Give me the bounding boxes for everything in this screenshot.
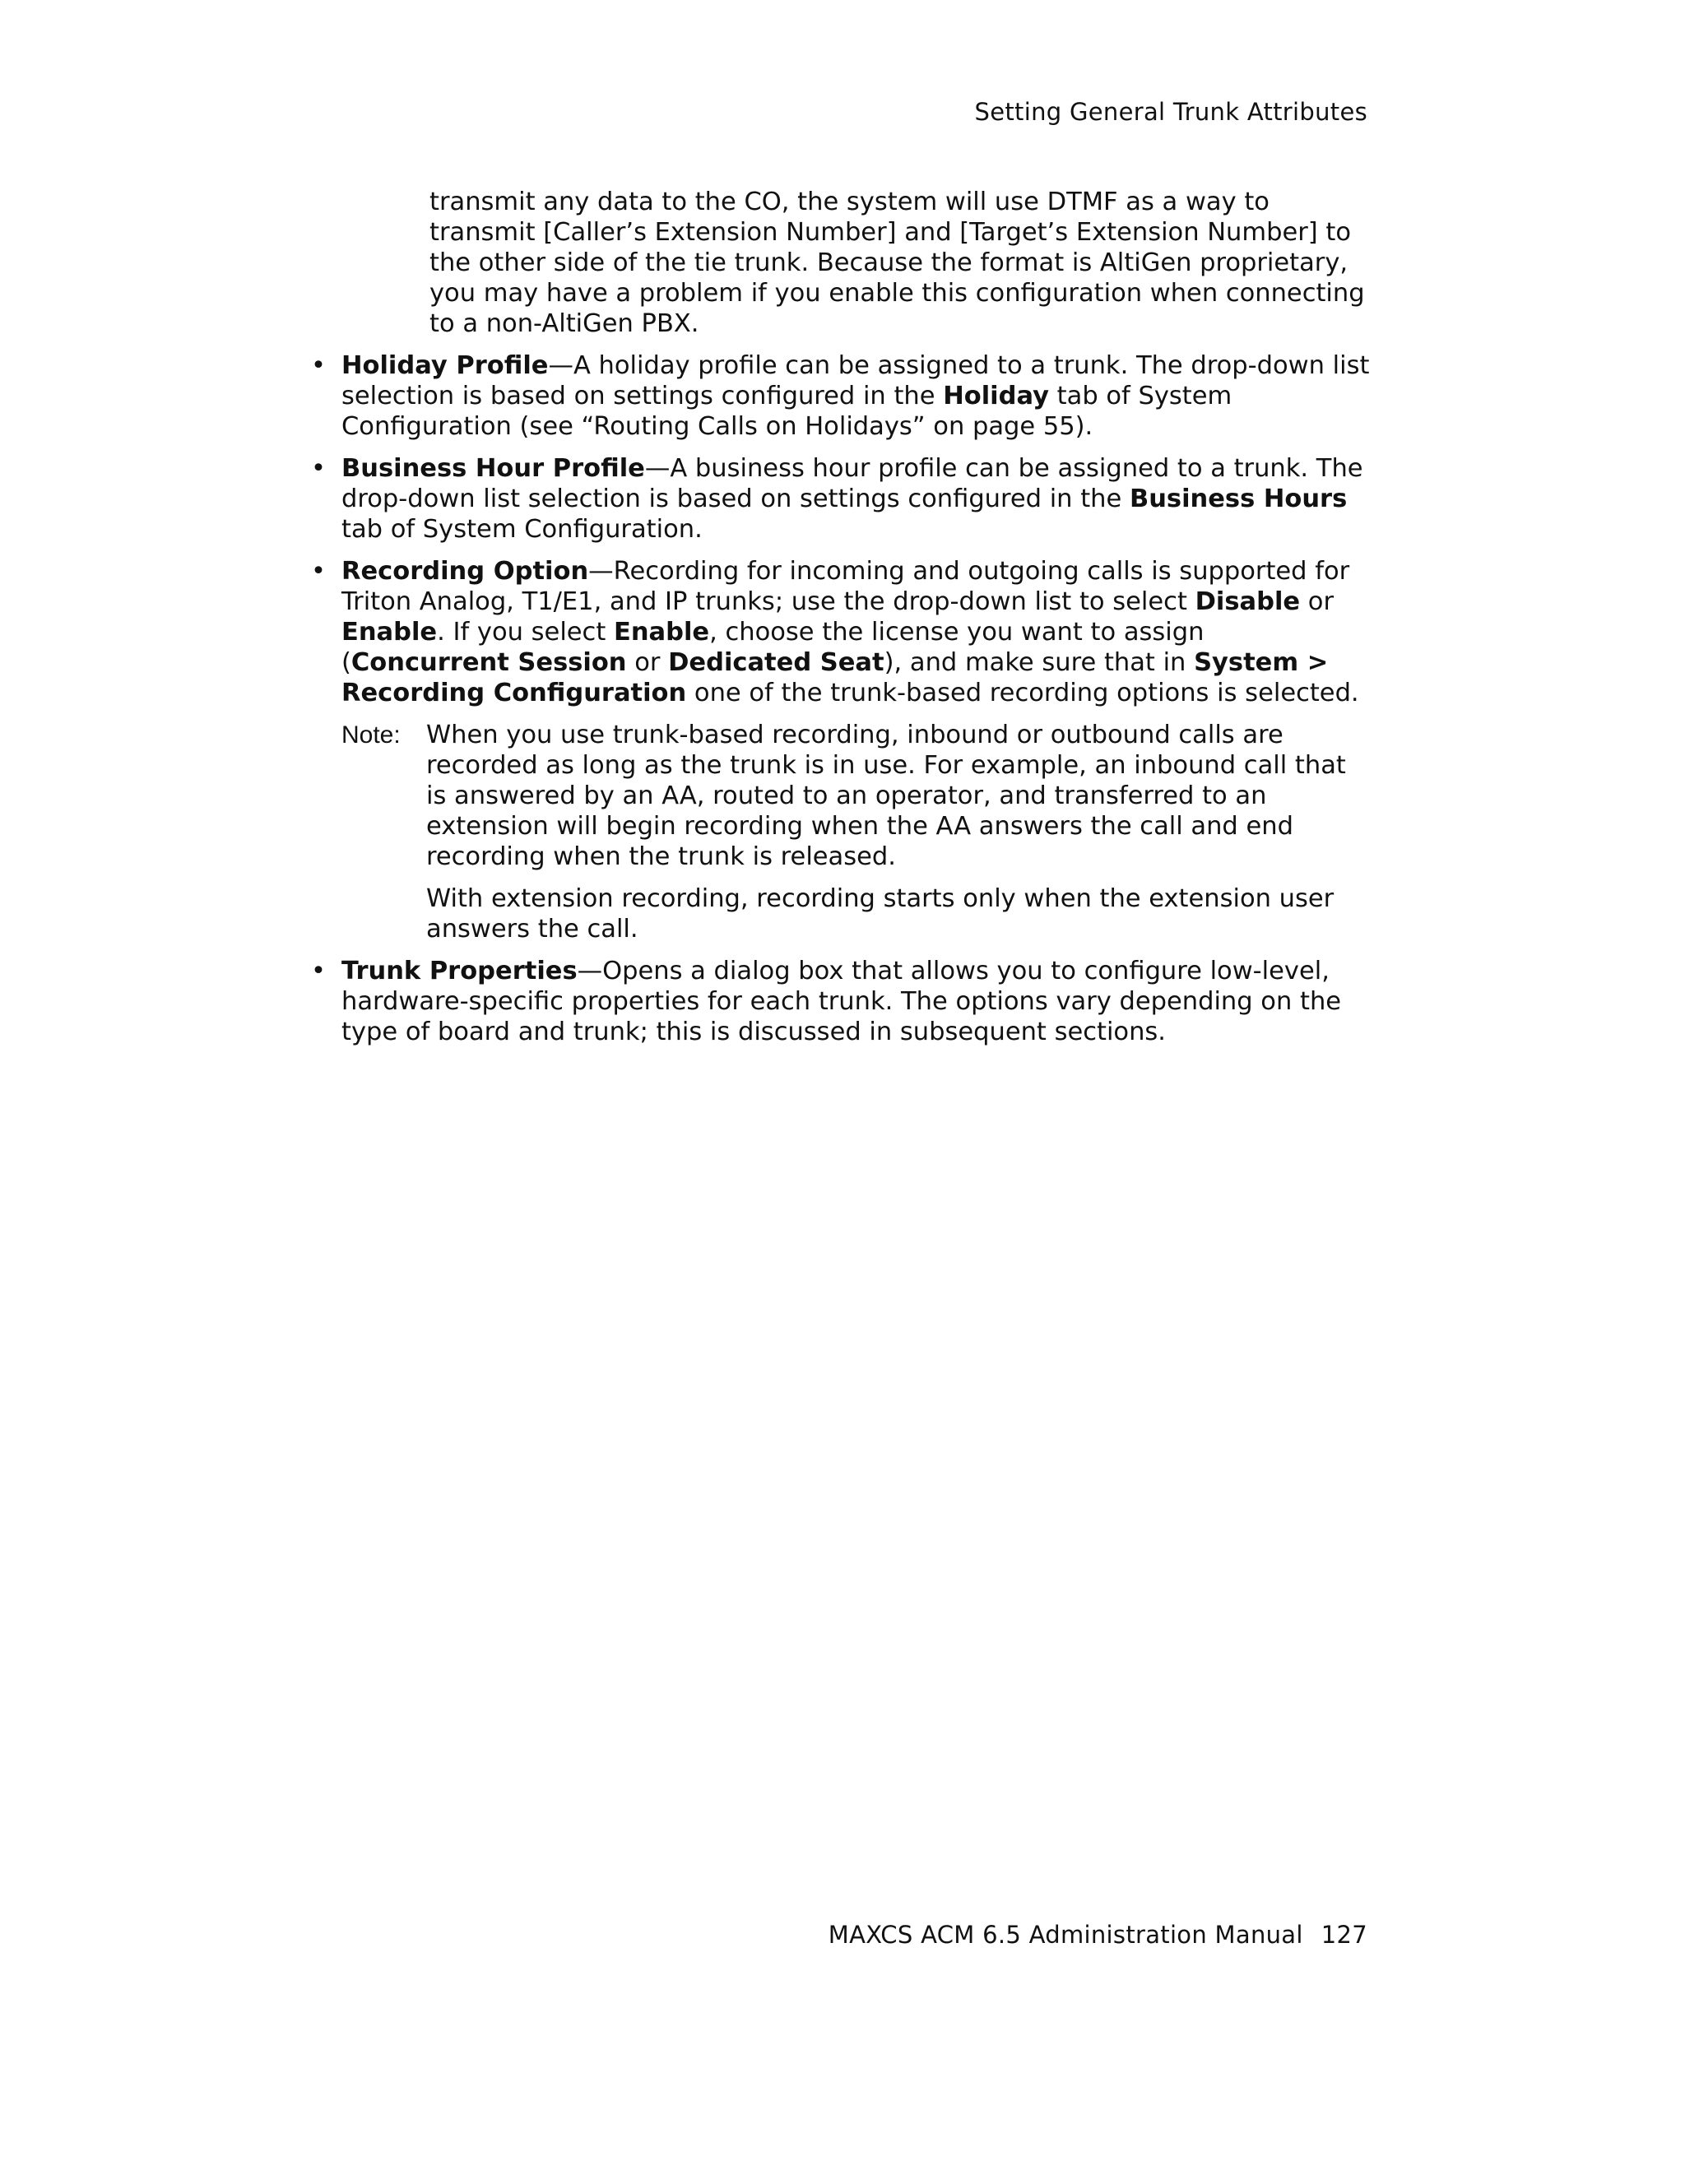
ui-term-holiday: Holiday xyxy=(943,382,1049,410)
bullet-recording-option xyxy=(311,556,1372,708)
ui-term-disable: Disable xyxy=(1195,587,1301,616)
text-segment: or xyxy=(626,648,669,677)
term-trunk-properties: Trunk Properties xyxy=(341,957,578,985)
ui-term-business-hours: Business Hours xyxy=(1129,485,1348,513)
note-paragraph-1: When you use trunk-based recording, inbound or outbound calls are recorded as long as the trunk is in use. For example, an inbound call that is answered by an AA, routed to an operator, and transferred to an extension will begin recording when the AA answers the call and end recording when the trunk is released. xyxy=(426,721,1346,871)
text-segment: or xyxy=(1300,587,1334,616)
term-holiday-profile: Holiday Profile xyxy=(341,351,549,380)
bullet-marker: • xyxy=(311,351,326,380)
text-segment: —Opens a dialog box that allows you to configure low-level, hardware-specific properties for each trunk. The options vary depending on the type of board and trunk; this is discussed in subsequent sections. xyxy=(341,957,1342,1046)
bullet-business-hour-profile xyxy=(311,453,1372,545)
running-header xyxy=(975,97,1367,127)
note-label: Note: xyxy=(341,721,401,749)
ui-term-enable: Enable xyxy=(341,618,438,647)
term-recording-option: Recording Option xyxy=(341,557,589,586)
running-header-title: Setting General Trunk Attributes xyxy=(974,98,1367,126)
page-footer xyxy=(829,1920,1367,1950)
text-segment: —A holiday profile can be assigned to a trunk. The drop-down list selection is based on settings configured in the xyxy=(341,351,1370,410)
text-segment: tab of System Configuration. xyxy=(341,515,703,544)
ui-term-dedicated-seat: Dedicated Seat xyxy=(668,648,884,677)
note-block xyxy=(311,720,1372,944)
footer-manual-title: MAXCS ACM 6.5 Administration Manual xyxy=(828,1921,1303,1949)
text-segment: , choose the license you want to assign ( xyxy=(341,618,1205,677)
bullet-marker: • xyxy=(311,557,326,586)
page-body xyxy=(311,187,1372,1047)
bullet-trunk-properties xyxy=(311,956,1372,1047)
ui-term-concurrent-session: Concurrent Session xyxy=(350,648,627,677)
term-business-hour-profile: Business Hour Profile xyxy=(341,454,645,483)
ui-term-enable: Enable xyxy=(613,618,710,647)
text-segment: ), and make sure that in xyxy=(884,648,1195,677)
bullet-holiday-profile xyxy=(311,350,1372,442)
text-segment: —A business hour profile can be assigned to a trunk. The drop-down list selection is based on settings configured in the xyxy=(341,454,1363,513)
intro-paragraph: transmit any data to the CO, the system will use DTMF as a way to transmit [Caller’s Extension Number] and [Target’s Extension Number] to the other side of the tie trunk. Because the format is AltiGen proprietary, you may have a problem if you enable this configuration when connecting to a non-AltiGen PBX. xyxy=(429,188,1365,338)
text-segment: —Recording for incoming and outgoing calls is supported for Triton Analog, T1/E1, and IP trunks; use the drop-down list to select xyxy=(341,557,1350,616)
ui-term-system-recording-configuration: System > Recording Configuration xyxy=(341,648,1329,707)
bullet-marker: • xyxy=(311,454,326,483)
page-number: 127 xyxy=(1321,1921,1367,1949)
text-segment: . If you select xyxy=(437,618,614,647)
text-segment: one of the trunk-based recording options is selected. xyxy=(686,679,1359,707)
bullet-marker: • xyxy=(311,957,326,985)
note-paragraph-2: With extension recording, recording starts only when the extension user answers the call. xyxy=(426,884,1335,944)
text-segment: tab of System Configuration (see “Routing Calls on Holidays” on page 55). xyxy=(341,382,1232,441)
